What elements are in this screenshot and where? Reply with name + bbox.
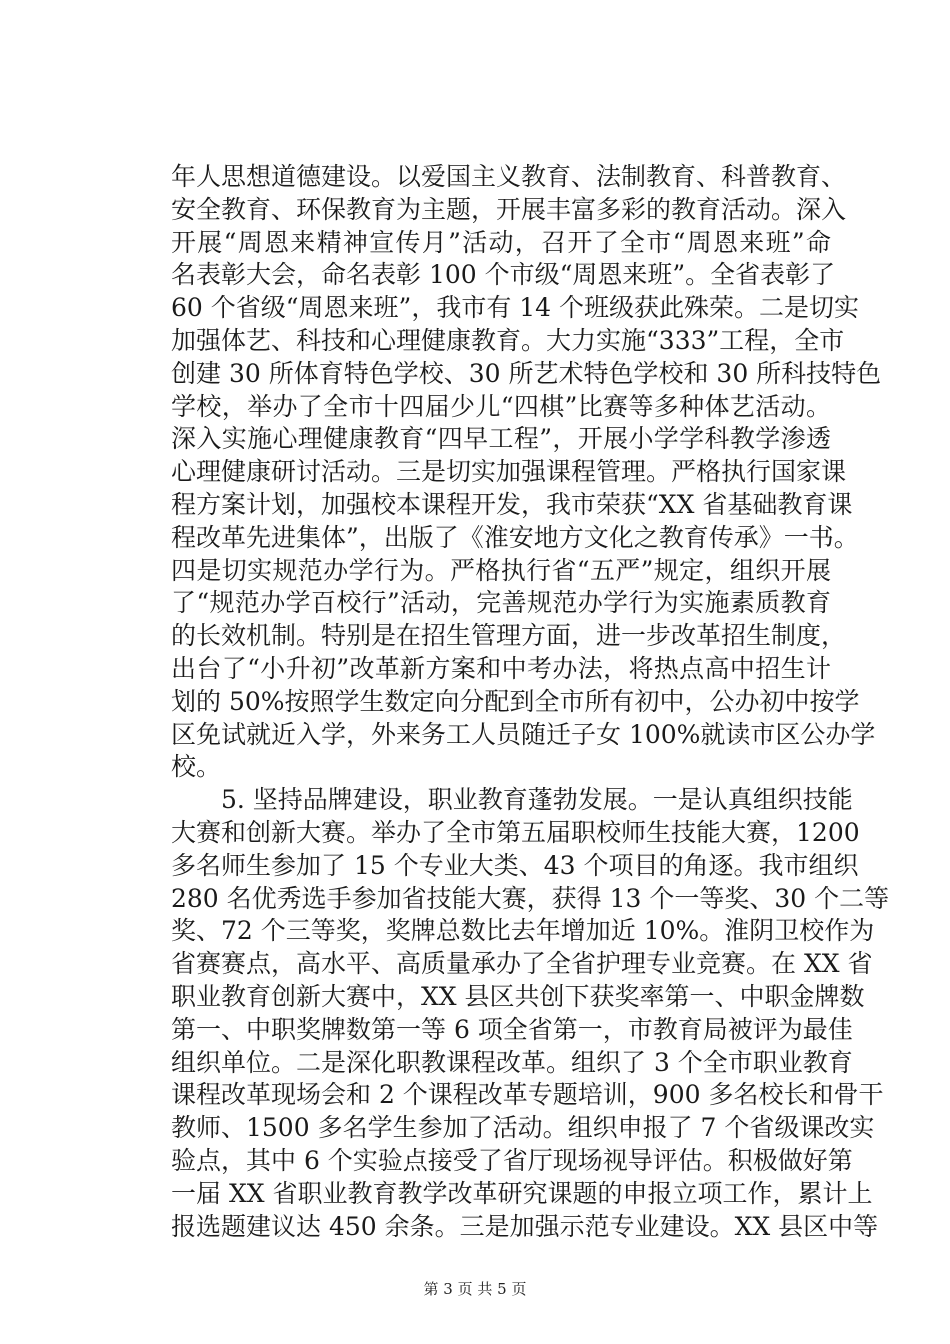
text-line: 省赛赛点，高水平、高质量承办了全省护理专业竞赛。在 XX 省 (171, 949, 873, 979)
text-line: 职业教育创新大赛中，XX 县区共创下获奖率第一、中职金牌数 (171, 981, 865, 1011)
text-line: 年人思想道德建设。以爱国主义教育、法制教育、科普教育、 (171, 162, 847, 191)
text-line: 第一、中职奖牌数第一等 6 项全省第一，市教育局被评为最佳 (171, 1014, 853, 1044)
text-line: 出台了“小升初”改革新方案和中考办法，将热点高中招生计 (171, 653, 831, 683)
text-line: 四是切实规范办学行为。严格执行省“五严”规定，组织开展 (171, 555, 831, 585)
text-line: 的长效机制。特别是在招生管理方面，进一步改革招生制度， (171, 621, 847, 651)
text-line: 区免试就近入学，外来务工人员随迁子女 100%就读市区公办学 (171, 719, 876, 749)
text-line: 开展“周恩来精神宣传月”活动，召开了全市“周恩来班”命 (171, 227, 831, 257)
text-line: 60 个省级“周恩来班”，我市有 14 个班级获此殊荣。二是切实 (171, 293, 860, 323)
text-line: 校。 (171, 752, 222, 782)
text-line: 5. 坚持品牌建设，职业教育蓬勃发展。一是认真组织技能 (171, 785, 853, 815)
text-line: 280 名优秀选手参加省技能大赛，获得 13 个一等奖、30 个二等 (171, 883, 890, 913)
text-line: 划的 50%按照学生数定向分配到全市所有初中，公办初中按学 (171, 686, 860, 716)
text-line: 一届 XX 省职业教育教学改革研究课题的申报立项工作，累计上 (171, 1178, 873, 1208)
text-line: 验点，其中 6 个实验点接受了省厅现场视导评估。积极做好第 (171, 1145, 853, 1175)
text-line: 奖、72 个三等奖，奖牌总数比去年增加近 10%。淮阴卫校作为 (171, 916, 875, 946)
text-line: 报选题建议达 450 余条。三是加强示范专业建设。XX 县区中等 (171, 1211, 879, 1241)
text-line: 安全教育、环保教育为主题，开展丰富多彩的教育活动。深入 (171, 194, 847, 224)
text-line: 程方案计划，加强校本课程开发，我市荣获“XX 省基础教育课 (171, 489, 853, 519)
text-line: 了“规范办学百校行”活动，完善规范办学行为实施素质教育 (171, 588, 831, 618)
text-line: 深入实施心理健康教育“四早工程”，开展小学学科教学渗透 (171, 424, 831, 454)
text-line: 大赛和创新大赛。举办了全市第五届职校师生技能大赛，1200 (171, 817, 860, 847)
text-line: 组织单位。二是深化职教课程改革。组织了 3 个全市职业教育 (171, 1047, 853, 1077)
body-text (171, 161, 890, 1243)
text-line: 程改革先进集体”，出版了《淮安地方文化之教育传承》一书。 (171, 522, 859, 552)
page-footer: 第 3 页 共 5 页 (423, 1280, 527, 1298)
text-line: 名表彰大会，命名表彰 100 个市级“周恩来班”。全省表彰了 (171, 260, 836, 290)
text-line: 学校，举办了全市十四届少儿“四棋”比赛等多种体艺活动。 (171, 391, 831, 421)
text-line: 心理健康研讨活动。三是切实加强课程管理。严格执行国家课 (171, 457, 847, 487)
text-line: 创建 30 所体育特色学校、30 所艺术特色学校和 30 所科技特色 (171, 358, 882, 388)
text-line: 课程改革现场会和 2 个课程改革专题培训，900 多名校长和骨干 (171, 1080, 884, 1110)
text-line: 加强体艺、科技和心理健康教育。大力实施“333”工程，全市 (171, 325, 845, 355)
text-line: 多名师生参加了 15 个专业大类、43 个项目的角逐。我市组织 (171, 850, 859, 880)
text-line: 教师、1500 多名学生参加了活动。组织申报了 7 个省级课改实 (171, 1113, 875, 1143)
